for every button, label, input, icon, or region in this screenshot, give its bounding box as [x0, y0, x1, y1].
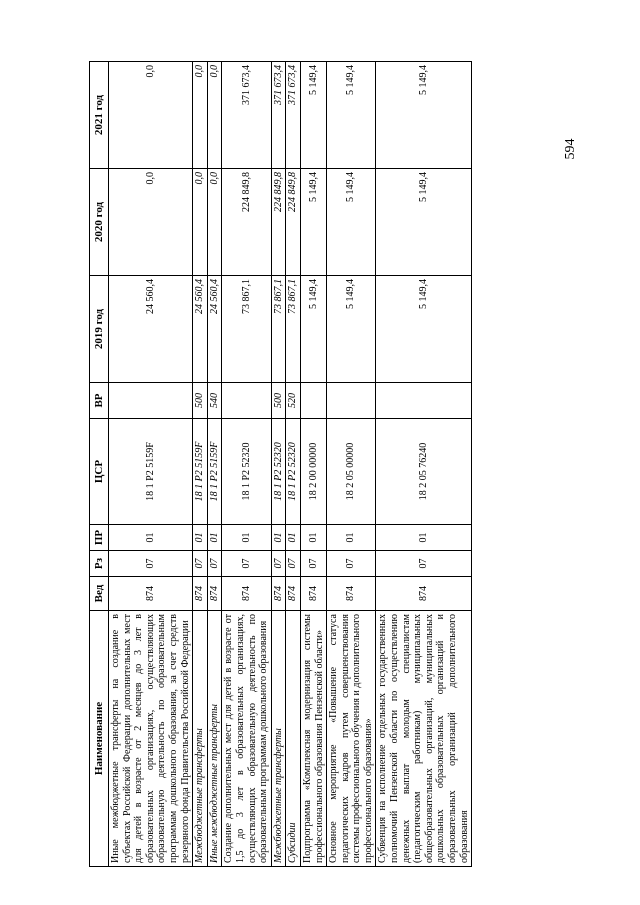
- table-row: [327, 62, 376, 867]
- cell-2020: 224 849,8: [271, 169, 286, 276]
- cell-ved: 874: [376, 577, 472, 611]
- cell-2021: 5 149,4: [327, 62, 376, 169]
- table-row: [222, 62, 271, 867]
- cell-2019: 5 149,4: [327, 276, 376, 383]
- cell-pr: 01: [109, 525, 193, 551]
- cell-2021: 0,0: [207, 62, 222, 169]
- header-2021: 2021 год: [90, 62, 109, 169]
- cell-2019: 5 149,4: [300, 276, 326, 383]
- cell-name: Межбюджетные трансферты: [271, 611, 286, 867]
- table-row: [271, 62, 286, 867]
- cell-2019: 73 867,1: [286, 276, 301, 383]
- cell-csr: 18 1 P2 52320: [222, 419, 271, 525]
- cell-ved: 874: [207, 577, 222, 611]
- cell-pr: 01: [300, 525, 326, 551]
- cell-2021: 371 673,4: [271, 62, 286, 169]
- cell-2020: 0,0: [109, 169, 193, 276]
- cell-csr: 18 1 P2 5159F: [193, 419, 208, 525]
- cell-name: Иные межбюджетные трансферты на создание в субъектах Российской Федерации дополнительных мест для детей в возрасте от 2 месяцев до 3 лет в образовательных организациях, осуществляющих образовательную деятельность по образовательным программам дошкольного образования, за счет средств резервного фонда Правительства Российской Федерации: [109, 611, 193, 867]
- header-csr: ЦСР: [90, 419, 109, 525]
- cell-rz: 07: [327, 551, 376, 577]
- cell-rz: 07: [376, 551, 472, 577]
- cell-2021: 5 149,4: [300, 62, 326, 169]
- cell-vr: [327, 383, 376, 419]
- cell-vr: [109, 383, 193, 419]
- cell-2020: 0,0: [193, 169, 208, 276]
- table-header-row: [90, 62, 109, 867]
- header-2019: 2019 год: [90, 276, 109, 383]
- cell-rz: 07: [207, 551, 222, 577]
- table-row: [300, 62, 326, 867]
- header-vr: ВР: [90, 383, 109, 419]
- table-row: [193, 62, 208, 867]
- cell-csr: 18 2 05 76240: [376, 419, 472, 525]
- cell-2019: 5 149,4: [376, 276, 472, 383]
- cell-2021: 371 673,4: [286, 62, 301, 169]
- cell-rz: 07: [222, 551, 271, 577]
- header-2020: 2020 год: [90, 169, 109, 276]
- table-row: [286, 62, 301, 867]
- cell-pr: 01: [286, 525, 301, 551]
- cell-csr: 18 1 P2 52320: [286, 419, 301, 525]
- cell-csr: 18 2 00 00000: [300, 419, 326, 525]
- table-row: [109, 62, 193, 867]
- cell-2019: 24 560,4: [207, 276, 222, 383]
- cell-2019: 24 560,4: [193, 276, 208, 383]
- cell-vr: [376, 383, 472, 419]
- cell-rz: 07: [300, 551, 326, 577]
- cell-vr: 520: [286, 383, 301, 419]
- cell-2020: 5 149,4: [376, 169, 472, 276]
- cell-2021: 371 673,4: [222, 62, 271, 169]
- table-row: [207, 62, 222, 867]
- cell-pr: 01: [271, 525, 286, 551]
- cell-ved: 874: [327, 577, 376, 611]
- page-number: 594: [563, 138, 578, 160]
- cell-pr: 01: [207, 525, 222, 551]
- header-ved: Вед: [90, 577, 109, 611]
- cell-rz: 07: [286, 551, 301, 577]
- cell-2021: 5 149,4: [376, 62, 472, 169]
- cell-csr: 18 1 P2 5159F: [109, 419, 193, 525]
- cell-vr: [222, 383, 271, 419]
- header-rz: Рз: [90, 551, 109, 577]
- cell-ved: 874: [286, 577, 301, 611]
- cell-2020: 5 149,4: [327, 169, 376, 276]
- cell-2021: 0,0: [193, 62, 208, 169]
- cell-pr: 01: [376, 525, 472, 551]
- cell-pr: 01: [222, 525, 271, 551]
- cell-vr: 540: [207, 383, 222, 419]
- cell-2020: 5 149,4: [300, 169, 326, 276]
- cell-name: Основное мероприятие «Повышение статуса педагогических кадров путем совершенствования системы профессионального обучения и дополнительного профессионального образования»: [327, 611, 376, 867]
- cell-name: Иные межбюджетные трансферты: [207, 611, 222, 867]
- cell-2019: 24 560,4: [109, 276, 193, 383]
- cell-rz: 07: [271, 551, 286, 577]
- header-pr: ПР: [90, 525, 109, 551]
- cell-ved: 874: [300, 577, 326, 611]
- cell-pr: 01: [327, 525, 376, 551]
- rotated-page-content: [89, 62, 547, 867]
- budget-table: [89, 61, 472, 867]
- cell-rz: 07: [109, 551, 193, 577]
- cell-ved: 874: [193, 577, 208, 611]
- cell-name: Межбюджетные трансферты: [193, 611, 208, 867]
- cell-pr: 01: [193, 525, 208, 551]
- cell-vr: 500: [271, 383, 286, 419]
- cell-ved: 874: [222, 577, 271, 611]
- cell-2019: 73 867,1: [222, 276, 271, 383]
- cell-rz: 07: [193, 551, 208, 577]
- cell-vr: 500: [193, 383, 208, 419]
- cell-csr: 18 1 P2 52320: [271, 419, 286, 525]
- cell-2019: 73 867,1: [271, 276, 286, 383]
- cell-ved: 874: [109, 577, 193, 611]
- cell-2020: 0,0: [207, 169, 222, 276]
- cell-name: Создание дополнительных мест для детей в возрасте от 1,5 до 3 лет в образовательных организациях, осуществляющих образовательную деятельность по образовательным программам дошкольного образования: [222, 611, 271, 867]
- cell-vr: [300, 383, 326, 419]
- cell-csr: 18 1 P2 5159F: [207, 419, 222, 525]
- cell-2021: 0,0: [109, 62, 193, 169]
- header-name: Наименование: [90, 611, 109, 867]
- cell-2020: 224 849,8: [222, 169, 271, 276]
- cell-csr: 18 2 05 00000: [327, 419, 376, 525]
- cell-2020: 224 849,8: [286, 169, 301, 276]
- cell-name: Подпрограмма «Комплексная модернизация системы профессионального образования Пензенской области»: [300, 611, 326, 867]
- cell-name: Субсидии: [286, 611, 301, 867]
- table-row: [376, 62, 472, 867]
- cell-name: Субвенция на исполнение отдельных государственных полномочий Пензенской области по осуществлению денежных выплат молодым специалистам (педагогическим работникам) муниципальных общеобразовательных организаций, муниципальных дошкольных образовательных организаций и образовательных организаций дополнительного образования: [376, 611, 472, 867]
- cell-ved: 874: [271, 577, 286, 611]
